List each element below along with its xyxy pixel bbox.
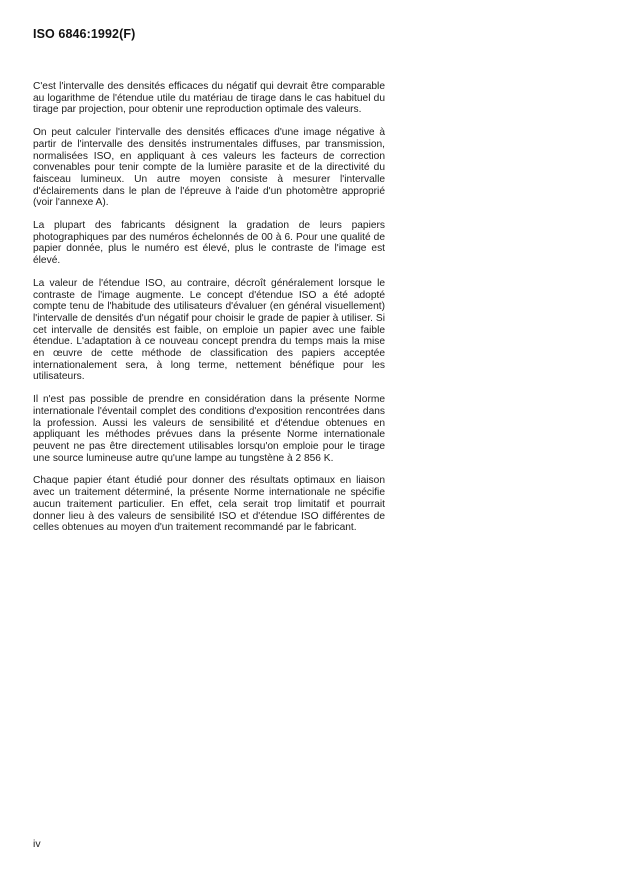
body-text (33, 81, 385, 544)
paragraph-paper-grades: La plupart des fabricants désignent la gradation de leurs papiers photographiques par des numéros échelonnés de 00 à 6. Pour une qualité de papier donnée, plus le numéro est élevé, plus le contraste de l'image est élevé. (33, 220, 385, 267)
paragraph-iso-range-concept: La valeur de l'étendue ISO, au contraire, décroît généralement lorsque le contraste de l'image augmente. Le concept d'étendue ISO a été adopté compte tenu de l'habitude des utilisateurs d'évaluer (en général visuellement) l'intervalle de densités d'un négatif pour choisir le grade de papier à utiliser. Si cet intervalle de densités est faible, on emploie un papier avec une faible étendue. L'adaptation à ce nouveau concept prendra du temps mais la mise en œuvre de cette méthode de classification des papiers acceptée internationalement sera, à long terme, nettement bénéfique pour les utilisateurs. (33, 277, 385, 383)
paragraph-density-calculation: On peut calculer l'intervalle des densités efficaces d'une image négative à partir de l'intervalle des densités instrumentales diffuses, par transmission, normalisées ISO, en appliquant à ces valeurs les facteurs de correction convenables pour tenir compte de la lumière parasite et de la directivité du faisceau lumineux. Un autre moyen consiste à mesurer l'intervalle d'éclairements dans le plan de l'épreuve à l'aide d'un photomètre approprié (voir l'annexe A). (33, 127, 385, 209)
paragraph-processing: Chaque papier étant étudié pour donner des résultats optimaux en liaison avec un traitement déterminé, la présente Norme internationale ne spécifie aucun traitement particulier. En effet, cela serait trop limitatif et pourrait donner lieu à des valeurs de sensibilité ISO et d'étendue ISO différentes de celles obtenues au moyen d'un traitement recommandé par le fabricant. (33, 475, 385, 534)
paragraph-effective-density-range: C'est l'intervalle des densités efficaces du négatif qui devrait être comparable au logarithme de l'étendue utile du matériau de tirage dans le cas habituel du tirage par projection, pour obtenir une reproduction optimale des valeurs. (33, 81, 385, 116)
document-identifier: ISO 6846:1992(F) (33, 27, 136, 41)
page-number: iv (33, 838, 41, 850)
paragraph-exposure-conditions: Il n'est pas possible de prendre en considération dans la présente Norme internationale l'éventail complet des conditions d'exposition rencontrées dans la profession. Aussi les valeurs de sensibilité et d'étendue obtenues en appliquant les méthodes prévues dans la présente Norme internationale peuvent ne pas être directement utilisables lorsqu'on emploie pour le tirage une source lumineuse autre qu'une lampe au tungstène à 2 856 K. (33, 394, 385, 464)
